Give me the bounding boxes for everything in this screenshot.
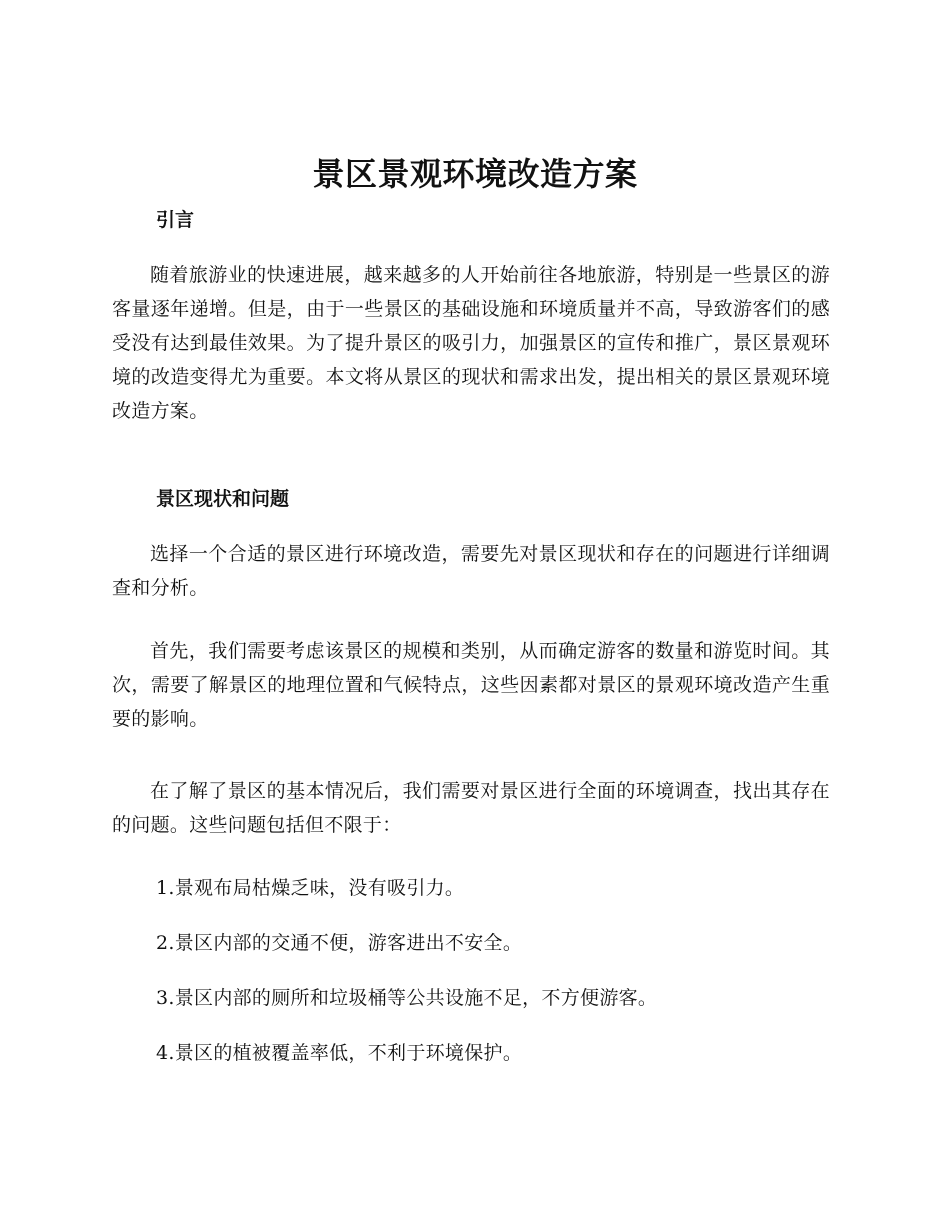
status-paragraph-3: 在了解了景区的基本情况后，我们需要对景区进行全面的环境调查，找出其存在的问题。这些问题包括但不限于： xyxy=(112,780,830,836)
problem-list-item: 4.景区的植被覆盖率低，不利于环境保护。 xyxy=(156,1042,523,1064)
problem-list-item: 3.景区内部的厕所和垃圾桶等公共设施不足，不方便游客。 xyxy=(156,987,658,1009)
document-title: 景区景观环境改造方案 xyxy=(312,155,638,193)
status-paragraph-1: 选择一个合适的景区进行环境改造，需要先对景区现状和存在的问题进行详细调查和分析。 xyxy=(112,543,830,599)
section-heading-intro: 引言 xyxy=(156,209,195,231)
status-paragraph-2: 首先，我们需要考虑该景区的规模和类别，从而确定游客的数量和游览时间。其次，需要了解景区的地理位置和气候特点，这些因素都对景区的景观环境改造产生重要的影响。 xyxy=(112,640,830,730)
intro-paragraph: 随着旅游业的快速进展，越来越多的人开始前往各地旅游，特别是一些景区的游客量逐年递增。但是，由于一些景区的基础设施和环境质量并不高，导致游客们的感受没有达到最佳效果。为了提升景区的吸引力，加强景区的宣传和推广，景区景观环境的改造变得尤为重要。本文将从景区的现状和需求出发，提出相关的景区景观环境改造方案。 xyxy=(112,264,830,422)
section-heading-status: 景区现状和问题 xyxy=(156,488,290,510)
problem-list-item: 2.景区内部的交通不便，游客进出不安全。 xyxy=(156,932,523,954)
problem-list-item: 1.景观布局枯燥乏味，没有吸引力。 xyxy=(156,877,465,899)
